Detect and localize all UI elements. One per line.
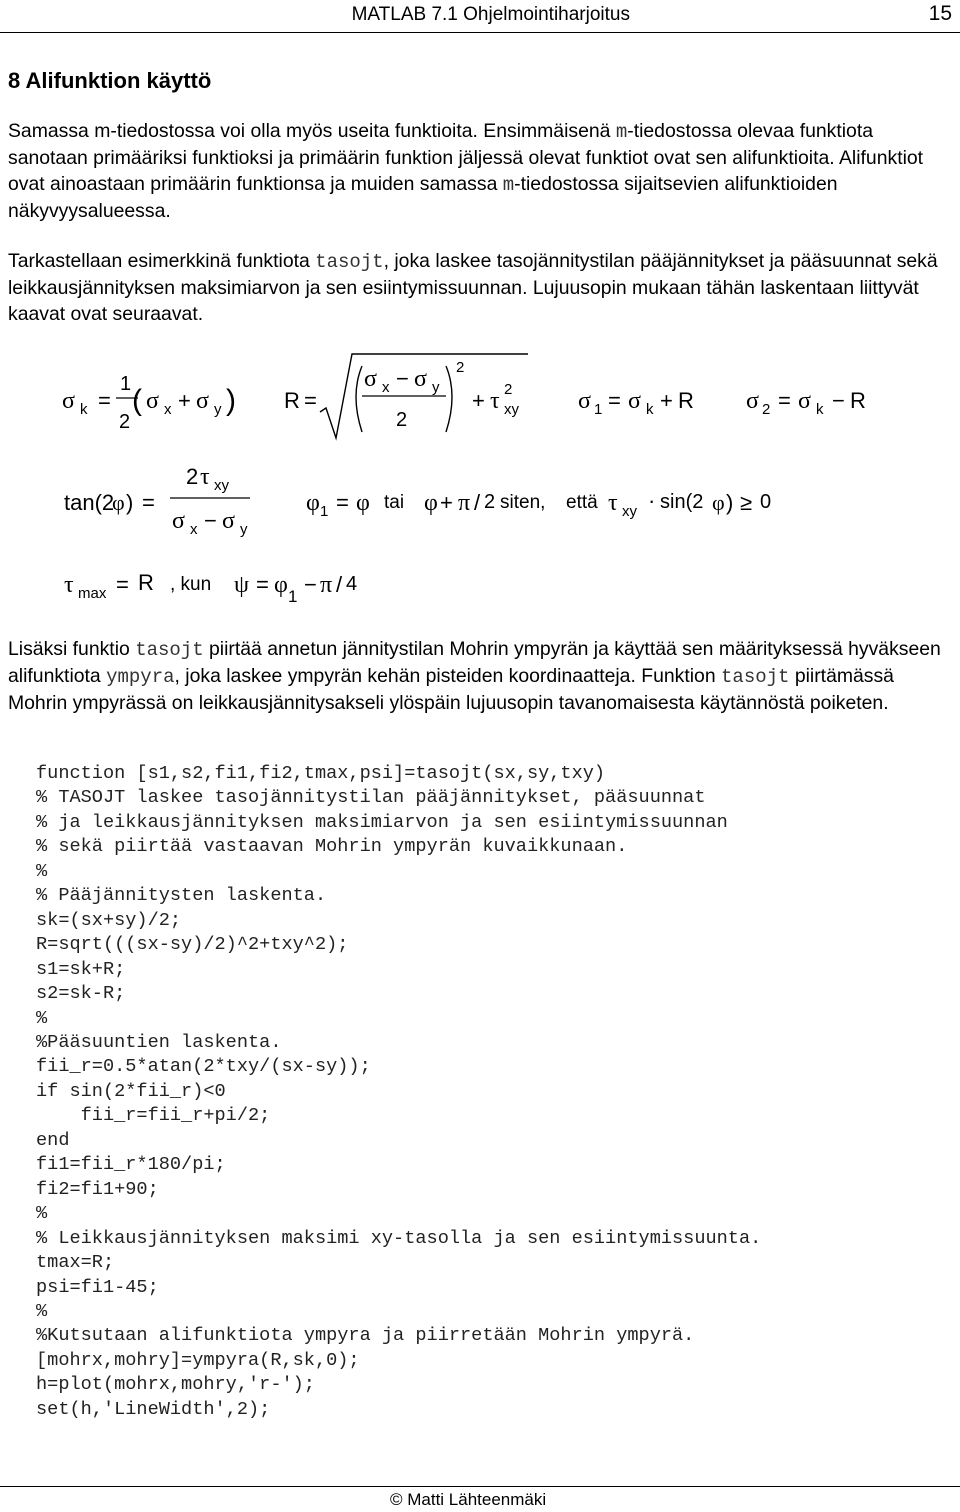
svg-text:=: = (98, 388, 111, 413)
svg-text:σ: σ (364, 366, 377, 392)
code-line: set(h,'LineWidth',2); (36, 1398, 271, 1420)
text-run: Tarkastellaan esimerkkinä funktiota (8, 250, 316, 272)
svg-text:R: R (284, 388, 300, 413)
svg-text:=: = (778, 388, 791, 413)
svg-text:=: = (336, 490, 349, 515)
code-line: % ja leikkausjännityksen maksimiarvon ja sen esiintymissuunnan (36, 811, 728, 833)
formula-tau-max (64, 570, 357, 606)
code-line: %Pääsuuntien laskenta. (36, 1031, 282, 1053)
svg-text:=: = (142, 490, 155, 515)
text-run: -tiedostossa sijaitsevien alifunktioiden näkyvyysalueessa. (8, 173, 838, 222)
text-run: Lisäksi funktio (8, 638, 136, 660)
header-title: MATLAB 7.1 Ohjelmointiharjoitus (351, 4, 630, 25)
svg-text:2: 2 (504, 381, 513, 398)
formula-radius (284, 354, 528, 438)
inline-code: tasojt (135, 639, 204, 661)
svg-text:2: 2 (456, 359, 465, 376)
svg-text:σ: σ (578, 388, 591, 414)
svg-text:=: = (116, 572, 129, 597)
svg-text:x: x (190, 521, 198, 538)
code-line: % (36, 1007, 48, 1029)
formula-sigma-2 (746, 388, 866, 418)
svg-text:2: 2 (119, 411, 131, 433)
svg-text:R: R (850, 388, 866, 413)
svg-text:4: 4 (346, 573, 358, 595)
svg-text:, kun: , kun (170, 574, 212, 595)
svg-text:k: k (646, 401, 654, 418)
page-footer (0, 1486, 960, 1512)
svg-text:tan(2: tan(2 (64, 490, 115, 515)
svg-text:−: − (304, 572, 317, 597)
svg-text:σ: σ (62, 388, 75, 414)
svg-text:y: y (432, 379, 440, 396)
svg-text:1: 1 (594, 401, 603, 418)
code-line: % (36, 860, 48, 882)
svg-text:): ) (726, 490, 734, 515)
svg-text:σ: σ (172, 508, 185, 534)
footer-copyright: © Matti Lähteenmäki (390, 1490, 547, 1509)
code-line: [mohrx,mohry]=ympyra(R,sk,0); (36, 1349, 360, 1371)
svg-text:2: 2 (186, 464, 199, 489)
svg-text:+: + (660, 388, 673, 413)
svg-text:että: että (566, 492, 598, 513)
svg-text:=: = (304, 388, 317, 413)
svg-text:φ: φ (274, 572, 288, 598)
code-listing (36, 762, 761, 1422)
page-number: 15 (928, 2, 952, 25)
svg-text:≥: ≥ (740, 490, 753, 515)
svg-text:(: ( (132, 384, 142, 417)
formula-tan (64, 464, 250, 538)
svg-text:siten,: siten, (500, 492, 546, 513)
formula-phi (306, 488, 771, 520)
code-line: % Leikkausjännityksen maksimi xy-tasolla ja sen esiintymissuunta. (36, 1227, 762, 1249)
code-line: s1=sk+R; (36, 958, 126, 980)
svg-text:tai: tai (384, 492, 405, 513)
svg-text:−: − (204, 508, 217, 533)
svg-text:+: + (440, 490, 453, 515)
code-line: sk=(sx+sy)/2; (36, 909, 182, 931)
code-line: % sekä piirtää vastaavan Mohrin ympyrän kuvaikkunaan. (36, 836, 628, 858)
svg-text:φ: φ (356, 490, 370, 516)
svg-text:2: 2 (762, 401, 771, 418)
svg-text:y: y (240, 521, 248, 538)
svg-text:σ: σ (798, 388, 811, 414)
svg-text:y: y (214, 401, 222, 418)
page-header (0, 0, 960, 34)
svg-text:k: k (80, 401, 88, 418)
svg-text:σ: σ (222, 508, 235, 534)
text-run: , joka laskee tasojännitystilan pääjännitykset ja pääsuunnat sekä leikkausjännityksen maksimiarvon ja sen esiintymissuunnan. Lujuusopin mukaan tähän laskentaan liittyvät kaavat ovat seuraavat. (8, 250, 938, 325)
code-line: s2=sk-R; (36, 983, 126, 1005)
inline-code: m (502, 174, 515, 196)
formula-block (0, 350, 960, 620)
svg-text:+: + (472, 388, 485, 413)
svg-text:π: π (458, 490, 471, 516)
code-line: end (36, 1129, 70, 1151)
svg-text:xy: xy (622, 503, 637, 520)
text-run: Samassa m-tiedostossa voi olla myös useita funktioita. Ensimmäisenä (8, 120, 616, 142)
svg-text:max: max (78, 585, 107, 602)
code-line: % (36, 1203, 48, 1225)
svg-text:τ: τ (608, 490, 618, 516)
svg-text:1: 1 (288, 587, 298, 606)
code-line: psi=fi1-45; (36, 1276, 159, 1298)
text-run: piirtää annetun jännitystilan Mohrin ympyrän ja käyttää sen määrityksessä hyväkseen alifunktiota (8, 638, 941, 687)
formula-sigma-1 (578, 388, 694, 418)
svg-text:0: 0 (760, 491, 772, 513)
svg-text:xy: xy (214, 477, 229, 494)
svg-text:−: − (832, 388, 845, 413)
svg-text:·: · (648, 488, 656, 513)
code-line: fi2=fi1+90; (36, 1178, 159, 1200)
svg-text:x: x (382, 379, 390, 396)
svg-text:1: 1 (120, 373, 132, 395)
inline-code: tasojt (721, 666, 790, 688)
svg-text:π: π (320, 572, 333, 598)
svg-text:/: / (474, 490, 481, 515)
formula-sigma-k (62, 373, 236, 433)
svg-text:2: 2 (484, 491, 496, 513)
paragraph-intro (8, 118, 954, 224)
svg-text:σ: σ (746, 388, 759, 414)
svg-text:−: − (396, 366, 409, 391)
code-line: %Kutsutaan alifunktiota ympyra ja piirretään Mohrin ympyrä. (36, 1325, 695, 1347)
code-line: fi1=fii_r*180/pi; (36, 1154, 226, 1176)
svg-text:x: x (164, 401, 172, 418)
code-line: tmax=R; (36, 1252, 115, 1274)
svg-text:φ: φ (712, 490, 725, 515)
svg-text:xy: xy (504, 401, 519, 418)
code-line: if sin(2*fii_r)<0 (36, 1080, 226, 1102)
svg-text:): ) (126, 490, 134, 515)
svg-text:σ: σ (146, 388, 159, 414)
svg-text:τ: τ (200, 464, 210, 490)
code-line: function [s1,s2,fi1,fi2,tmax,psi]=tasojt(sx,sy,txy) (36, 763, 606, 784)
code-line: h=plot(mohrx,mohry,'r-'); (36, 1374, 315, 1396)
paragraph-mohr (8, 636, 954, 716)
svg-text:): ) (226, 384, 236, 417)
svg-text:ψ: ψ (234, 572, 250, 598)
code-line: fii_r=fii_r+pi/2; (36, 1105, 271, 1127)
svg-text:σ: σ (628, 388, 641, 414)
text-run: , joka laskee ympyrän kehän pisteiden koordinaatteja. Funktion (174, 665, 722, 687)
inline-code: ympyra (106, 666, 175, 688)
code-line: R=sqrt(((sx-sy)/2)^2+txy^2); (36, 934, 349, 956)
svg-text:+: + (178, 388, 191, 413)
svg-text:R: R (678, 388, 694, 413)
inline-code: tasojt (315, 251, 384, 273)
svg-text:τ: τ (64, 572, 74, 598)
svg-text:/: / (336, 572, 343, 597)
paragraph-example (8, 248, 954, 327)
code-line: % (36, 1300, 48, 1322)
header-rule (0, 32, 960, 33)
svg-text:φ: φ (424, 490, 438, 516)
svg-text:σ: σ (196, 388, 209, 414)
svg-text:1: 1 (320, 503, 329, 520)
svg-text:R: R (138, 570, 154, 595)
code-line: % TASOJT laskee tasojännitystilan pääjännitykset, pääsuunnat (36, 787, 706, 809)
svg-text:=: = (256, 572, 269, 597)
inline-code: m (615, 121, 628, 143)
svg-text:φ: φ (112, 490, 125, 515)
svg-text:2: 2 (396, 409, 408, 431)
footer-rule (0, 1486, 960, 1487)
svg-text:sin(2: sin(2 (660, 491, 704, 513)
svg-text:σ: σ (414, 366, 427, 392)
svg-text:φ: φ (306, 490, 320, 516)
code-line: % Pääjännitysten laskenta. (36, 885, 327, 907)
svg-text:τ: τ (490, 388, 500, 414)
svg-text:=: = (608, 388, 621, 413)
text-run: -tiedostossa olevaa funktiota sanotaan primääriksi funktioksi ja primäärin funktion jäljessä olevat funktiot ovat sen alifunktioita. Alifunktiot ovat ainoastaan primäärin funktionsa ja muiden samassa (8, 120, 924, 195)
code-line: fii_r=0.5*atan(2*txy/(sx-sy)); (36, 1056, 371, 1078)
text-run: piirtämässä Mohrin ympyrässä on leikkausjännitysakseli ylöspäin lujuusopin tavanomaisesta käytännöstä poiketen. (8, 665, 894, 714)
section-heading: 8 Alifunktion käyttö (8, 68, 212, 93)
svg-text:k: k (816, 401, 824, 418)
